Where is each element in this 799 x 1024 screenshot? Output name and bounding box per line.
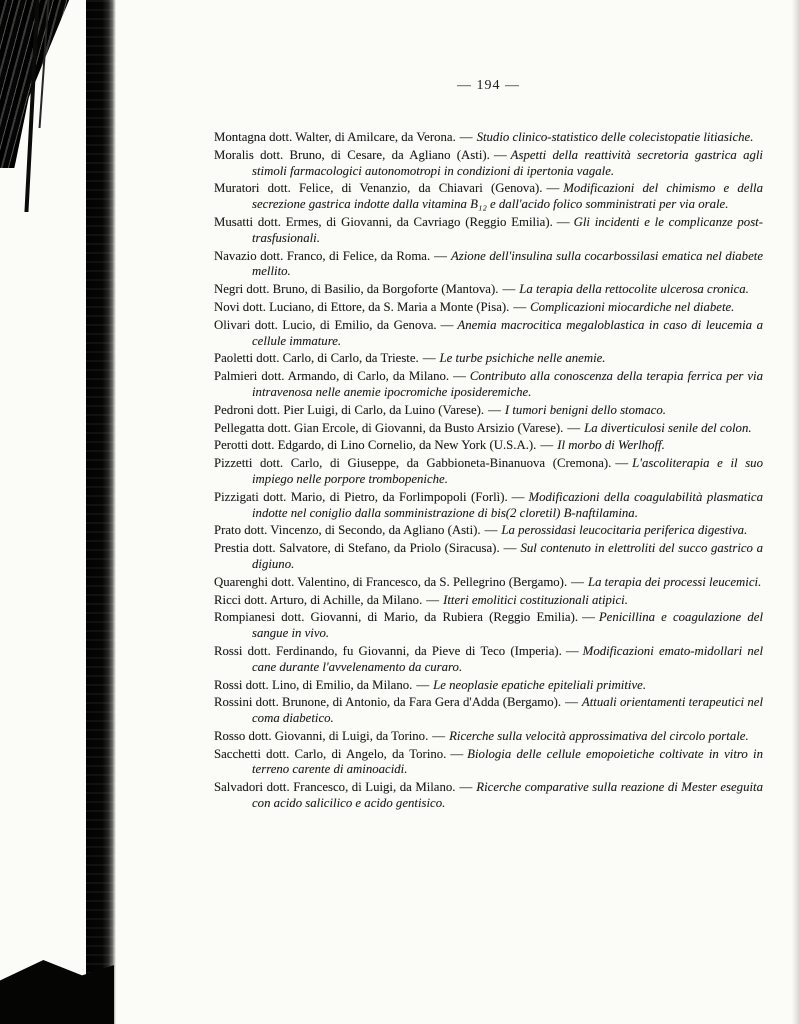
catalog-entry	[214, 249, 763, 281]
entry-separator: —	[440, 317, 454, 332]
catalog-entry	[214, 747, 763, 779]
catalog-entry	[214, 351, 763, 367]
entry-author: Novi dott. Luciano, di Ettore, da S. Maria a Monte (Pisa).	[214, 299, 510, 314]
catalog-entry	[214, 421, 763, 437]
entry-author: Prato dott. Vincenzo, di Secondo, da Agliano (Asti).	[214, 523, 481, 538]
entry-thesis-title: Complicazioni miocardiche nel diabete.	[530, 299, 735, 314]
book-binding-shadow	[86, 0, 116, 1024]
entry-separator: —	[426, 592, 440, 607]
catalog-entry	[214, 729, 763, 745]
catalog-entry	[214, 523, 763, 539]
entry-thesis-title: Ricerche comparative sulla reazione di Mester eseguita con acido salicilico e acido gentisico.	[252, 780, 763, 811]
entry-author: Palmieri dott. Armando, di Carlo, da Milano.	[214, 369, 450, 384]
entry-thesis-title: Azione dell'insulina sulla cocarbossilasi ematica nel diabete mellito.	[252, 248, 763, 279]
entry-thesis-title: Penicillina e coagulazione del sangue in vivo.	[252, 610, 763, 641]
catalog-entry	[214, 644, 763, 676]
entry-separator: —	[488, 402, 501, 417]
entry-author: Pedroni dott. Pier Luigi, di Carlo, da Luino (Varese).	[214, 402, 485, 417]
entry-separator: —	[432, 728, 446, 743]
entry-author: Navazio dott. Franco, di Felice, da Roma.	[214, 248, 431, 263]
entry-list	[214, 130, 763, 812]
entry-thesis-title: Anemia macrocitica megaloblastica in caso di leucemia a cellule immature.	[252, 317, 763, 348]
entry-separator: —	[571, 574, 584, 589]
catalog-entry	[214, 490, 763, 522]
entry-thesis-title: Modificazioni del chimismo e della secrezione gastrica indotte dalla vitamina B₁₂ e dall'acido folico somministrati per via orale.	[252, 181, 763, 212]
page-content	[214, 78, 763, 814]
entry-thesis-title: L'ascoliterapia e il suo impiego nelle porpore trombopeniche.	[252, 456, 763, 486]
entry-thesis-title: Gli incidenti e le complicanze post-trasfusionali.	[252, 214, 763, 245]
scan-edge-right	[792, 0, 799, 1024]
entry-thesis-title: Modificazioni emato-midollari nel cane durante l'avvelenamento da curaro.	[252, 643, 763, 674]
entry-thesis-title: La perossidasi leucocitaria periferica digestiva.	[501, 523, 748, 538]
entry-separator: —	[503, 541, 517, 556]
catalog-entry	[214, 369, 763, 401]
entry-author: Rossi dott. Lino, di Emilio, da Milano.	[214, 677, 413, 692]
entry-separator: —	[565, 695, 578, 710]
entry-separator: —	[484, 523, 498, 538]
entry-thesis-title: Il morbo di Werlhoff.	[557, 438, 665, 453]
entry-author: Salvadori dott. Francesco, di Luigi, da Milano.	[214, 780, 456, 795]
catalog-entry	[214, 215, 763, 247]
entry-separator: —	[434, 248, 447, 263]
entry-thesis-title: Le neoplasie epatiche epiteliali primitive.	[433, 677, 647, 692]
entry-thesis-title: Contributo alla conoscenza della terapia ferrica per via intravenosa nelle anemie ipocromiche iposideremiche.	[252, 369, 764, 399]
entry-separator: —	[567, 420, 581, 435]
catalog-entry	[214, 575, 763, 591]
entry-separator: —	[511, 489, 525, 504]
entry-separator: —	[565, 643, 579, 658]
entry-separator: —	[513, 299, 527, 314]
entry-author: Negri dott. Bruno, di Basilio, da Borgoforte (Mantova).	[214, 282, 499, 297]
entry-thesis-title: Biologia delle cellule emopoietiche coltivate in vitro in terreno carente di aminoacidi.	[252, 746, 764, 777]
catalog-entry	[214, 610, 763, 642]
entry-separator: —	[556, 214, 570, 229]
catalog-entry	[214, 130, 763, 146]
entry-author: Moralis dott. Bruno, di Cesare, da Agliano (Asti).	[214, 147, 490, 162]
catalog-entry	[214, 403, 763, 419]
entry-author: Olivari dott. Lucio, di Emilio, da Genova.	[214, 317, 437, 332]
entry-author: Rompianesi dott. Giovanni, di Mario, da Rubiera (Reggio Emilia).	[214, 610, 579, 625]
entry-separator: —	[546, 181, 560, 196]
catalog-entry	[214, 593, 763, 609]
entry-author: Rosso dott. Giovanni, di Luigi, da Torino.	[214, 728, 429, 743]
entry-thesis-title: La terapia della rettocolite ulcerosa cronica.	[519, 282, 749, 297]
catalog-entry	[214, 181, 763, 213]
entry-author: Pizzetti dott. Carlo, di Giuseppe, da Gabbioneta-Binanuova (Cremona).	[214, 456, 612, 471]
entry-thesis-title: Aspetti della reattività secretoria gastrica agli stimoli farmacologici autonomotropi in condizioni di ipertonia vagale.	[252, 147, 763, 178]
catalog-entry	[214, 300, 763, 316]
entry-author: Pizzigati dott. Mario, di Pietro, da Forlimpopoli (Forlì).	[214, 489, 508, 504]
entry-author: Perotti dott. Edgardo, di Lino Cornelio, da New York (U.S.A.).	[214, 438, 537, 453]
entry-thesis-title: Studio clinico-statistico delle colecistopatie litiasiche.	[476, 130, 754, 144]
entry-separator: —	[459, 780, 473, 795]
entry-thesis-title: Sul contenuto in elettroliti del succo gastrico a digiuno.	[252, 541, 763, 571]
catalog-entry	[214, 780, 763, 812]
entry-thesis-title: Modificazioni della coagulabilità plasmatica indotte nel coniglio dalla somministrazione di bis(2 cloretil) B-naftilamina.	[252, 489, 763, 520]
entry-author: Paoletti dott. Carlo, di Carlo, da Trieste.	[214, 351, 419, 366]
entry-thesis-title: I tumori benigni dello stomaco.	[504, 402, 666, 417]
entry-author: Rossi dott. Ferdinando, fu Giovanni, da Pieve di Teco (Imperia).	[214, 643, 562, 658]
catalog-entry	[214, 541, 763, 573]
scan-artifact-top-left	[0, 0, 96, 168]
entry-separator: —	[540, 438, 554, 453]
catalog-entry	[214, 678, 763, 694]
entry-thesis-title: Itteri emolitici costituzionali atipici.	[443, 592, 628, 607]
entry-separator: —	[493, 147, 507, 162]
entry-separator: —	[416, 677, 430, 692]
entry-separator: —	[502, 282, 516, 297]
entry-author: Rossini dott. Brunone, di Antonio, da Fara Gera d'Adda (Bergamo).	[214, 695, 562, 710]
entry-author: Montagna dott. Walter, di Amilcare, da Verona.	[214, 130, 456, 144]
entry-thesis-title: Ricerche sulla velocità approssimativa del circolo portale.	[449, 728, 749, 743]
catalog-entry	[214, 438, 763, 454]
catalog-entry	[214, 695, 763, 727]
entry-author: Muratori dott. Felice, di Venanzio, da Chiavari (Genova).	[214, 181, 543, 196]
entry-author: Musatti dott. Ermes, di Giovanni, da Cavriago (Reggio Emilia).	[214, 214, 553, 229]
entry-separator: —	[582, 610, 595, 625]
entry-author: Sacchetti dott. Carlo, di Angelo, da Torino.	[214, 746, 447, 761]
entry-author: Ricci dott. Arturo, di Achille, da Milano.	[214, 592, 423, 607]
entry-thesis-title: Le turbe psichiche nelle anemie.	[439, 351, 606, 366]
entry-separator: —	[450, 746, 464, 761]
entry-thesis-title: La terapia dei processi leucemici.	[587, 574, 762, 589]
catalog-entry	[214, 318, 763, 350]
entry-thesis-title: Attuali orientamenti terapeutici nel coma diabetico.	[252, 695, 763, 726]
entry-author: Pellegatta dott. Gian Ercole, di Giovanni, da Busto Arsizio (Varese).	[214, 420, 564, 435]
entry-separator: —	[453, 369, 466, 384]
entry-author: Quarenghi dott. Valentino, di Francesco, da S. Pellegrino (Bergamo).	[214, 574, 568, 589]
entry-separator: —	[615, 456, 629, 471]
catalog-entry	[214, 148, 763, 180]
entry-separator: —	[422, 351, 436, 366]
catalog-entry	[214, 282, 763, 298]
entry-separator: —	[459, 130, 473, 144]
entry-author: Prestia dott. Salvatore, di Stefano, da Priolo (Siracusa).	[214, 541, 500, 556]
catalog-entry	[214, 456, 763, 488]
entry-thesis-title: La diverticulosi senile del colon.	[584, 420, 752, 435]
page-number: — 194 —	[457, 78, 520, 93]
